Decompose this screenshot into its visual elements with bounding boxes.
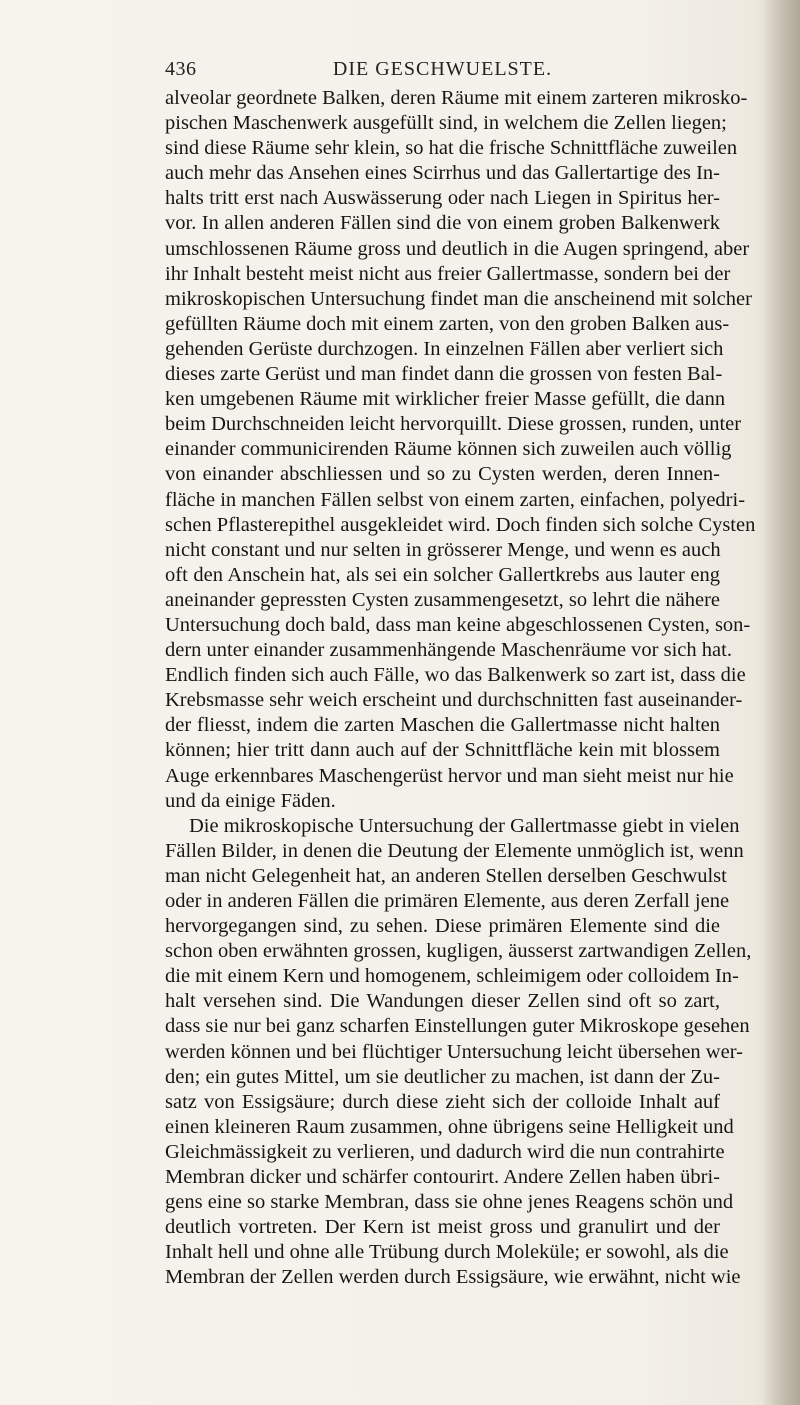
- text-line: alveolar geordnete Balken, deren Räume mit einem zarteren mikrosko-: [165, 87, 748, 109]
- text-line: satz von Essigsäure; durch diese zieht sich der colloide Inhalt auf: [165, 1090, 720, 1113]
- text-line: Membran dicker und schärfer contourirt. Andere Zellen haben übri-: [165, 1166, 720, 1189]
- text-line: dern unter einander zusammenhängende Maschenräume vor sich hat.: [165, 639, 732, 662]
- text-line: dass sie nur bei ganz scharfen Einstellungen guter Mikroskope gesehen: [165, 1015, 750, 1038]
- text-line: halts tritt erst nach Auswässerung oder nach Liegen in Spiritus her-: [165, 187, 720, 210]
- page-edge-shadow: [762, 0, 800, 1405]
- text-line: oft den Anschein hat, als sei ein solcher Gallertkrebs aus lauter eng: [165, 563, 720, 586]
- text-line: Untersuchung doch bald, dass man keine abgeschlossenen Cysten, son-: [165, 613, 751, 636]
- text-line: hervorgegangen sind, zu sehen. Diese primären Elemente sind die: [165, 915, 720, 938]
- text-line: Krebsmasse sehr weich erscheint und durchschnitten fast auseinander-: [165, 689, 743, 712]
- text-line: und da einige Fäden.: [165, 789, 336, 812]
- text-line: oder in anderen Fällen die primären Elemente, aus deren Zerfall jene: [165, 890, 730, 912]
- text-line: ken umgebenen Räume mit wirklicher freier Masse gefüllt, die dann: [165, 388, 726, 411]
- text-line: schen Pflasterepithel ausgekleidet wird. Doch finden sich solche Cysten: [165, 513, 756, 536]
- page-number: 436: [165, 58, 197, 80]
- text-line: können; hier tritt dann auch auf der Schnittfläche kein mit blossem: [165, 739, 720, 762]
- text-line: die mit einem Kern und homogenem, schleimigem oder colloidem In-: [165, 965, 739, 988]
- text-line: nicht constant und nur selten in grösserer Menge, und wenn es auch: [165, 538, 721, 561]
- text-line: vor. In allen anderen Fällen sind die von einem groben Balkenwerk: [165, 212, 720, 235]
- text-line: ihr Inhalt besteht meist nicht aus freier Gallertmasse, sondern bei der: [165, 262, 731, 285]
- text-line: Membran der Zellen werden durch Essigsäure, wie erwähnt, nicht wie: [165, 1266, 741, 1289]
- text-line: Die mikroskopische Untersuchung der Gallertmasse giebt in vielen: [189, 814, 740, 837]
- text-line: deutlich vortreten. Der Kern ist meist gross und granulirt und der: [165, 1216, 720, 1239]
- text-line: der fliesst, indem die zarten Maschen die Gallertmasse nicht halten: [165, 714, 720, 737]
- text-line: fläche in manchen Fällen selbst von einem zarten, einfachen, polyedri-: [165, 488, 746, 511]
- text-line: Auge erkennbares Maschengerüst hervor und man sieht meist nur hie: [165, 764, 734, 787]
- text-line: auch mehr das Ansehen eines Scirrhus und das Gallertartige des In-: [165, 162, 720, 185]
- text-line: pischen Maschenwerk ausgefüllt sind, in welchem die Zellen liegen;: [165, 112, 727, 135]
- body-text: [165, 86, 756, 1291]
- text-line: beim Durchschneiden leicht hervorquillt. Diese grossen, runden, unter: [165, 413, 742, 436]
- text-line: Inhalt hell und ohne alle Trübung durch Moleküle; er sowohl, als die: [165, 1241, 729, 1264]
- text-line: Fällen Bilder, in denen die Deutung der Elemente unmöglich ist, wenn: [165, 839, 744, 862]
- text-line: einen kleineren Raum zusammen, ohne übrigens seine Helligkeit und: [165, 1115, 734, 1138]
- text-line: gens eine so starke Membran, dass sie ohne jenes Reagens schön und: [165, 1191, 734, 1214]
- text-line: Endlich finden sich auch Fälle, wo das Balkenwerk so zart ist, dass die: [165, 664, 746, 687]
- page-title: DIE GESCHWUELSTE.: [332, 58, 553, 80]
- text-line: schon oben erwähnten grossen, kugligen, äusserst zartwandigen Zellen,: [165, 940, 752, 963]
- text-line: gehenden Gerüste durchzogen. In einzelnen Fällen aber verliert sich: [165, 337, 724, 360]
- text-line: umschlossenen Räume gross und deutlich in die Augen springend, aber: [165, 237, 750, 260]
- text-line: aneinander gepressten Cysten zusammengesetzt, so lehrt die nähere: [165, 588, 720, 611]
- text-line: werden können und bei flüchtiger Untersuchung leicht übersehen wer-: [165, 1040, 743, 1063]
- text-line: man nicht Gelegenheit hat, an anderen Stellen derselben Geschwulst: [165, 864, 727, 887]
- text-line: einander communicirenden Räume können sich zuweilen auch völlig: [165, 438, 732, 461]
- running-head: [165, 58, 720, 88]
- text-line: von einander abschliessen und so zu Cysten werden, deren Innen-: [165, 463, 720, 486]
- text-line: Gleichmässigkeit zu verlieren, und dadurch wird die nun contrahirte: [165, 1140, 725, 1163]
- text-line: gefüllten Räume doch mit einem zarten, von den groben Balken aus-: [165, 312, 730, 335]
- text-line: mikroskopischen Untersuchung findet man die anscheinend mit solcher: [165, 287, 752, 310]
- text-line: den; ein gutes Mittel, um sie deutlicher zu machen, ist dann der Zu-: [165, 1065, 720, 1088]
- text-line: dieses zarte Gerüst und man findet dann die grossen von festen Bal-: [165, 363, 723, 386]
- text-line: sind diese Räume sehr klein, so hat die frische Schnittfläche zuweilen: [165, 137, 738, 160]
- text-line: halt versehen sind. Die Wandungen dieser Zellen sind oft so zart,: [165, 990, 720, 1013]
